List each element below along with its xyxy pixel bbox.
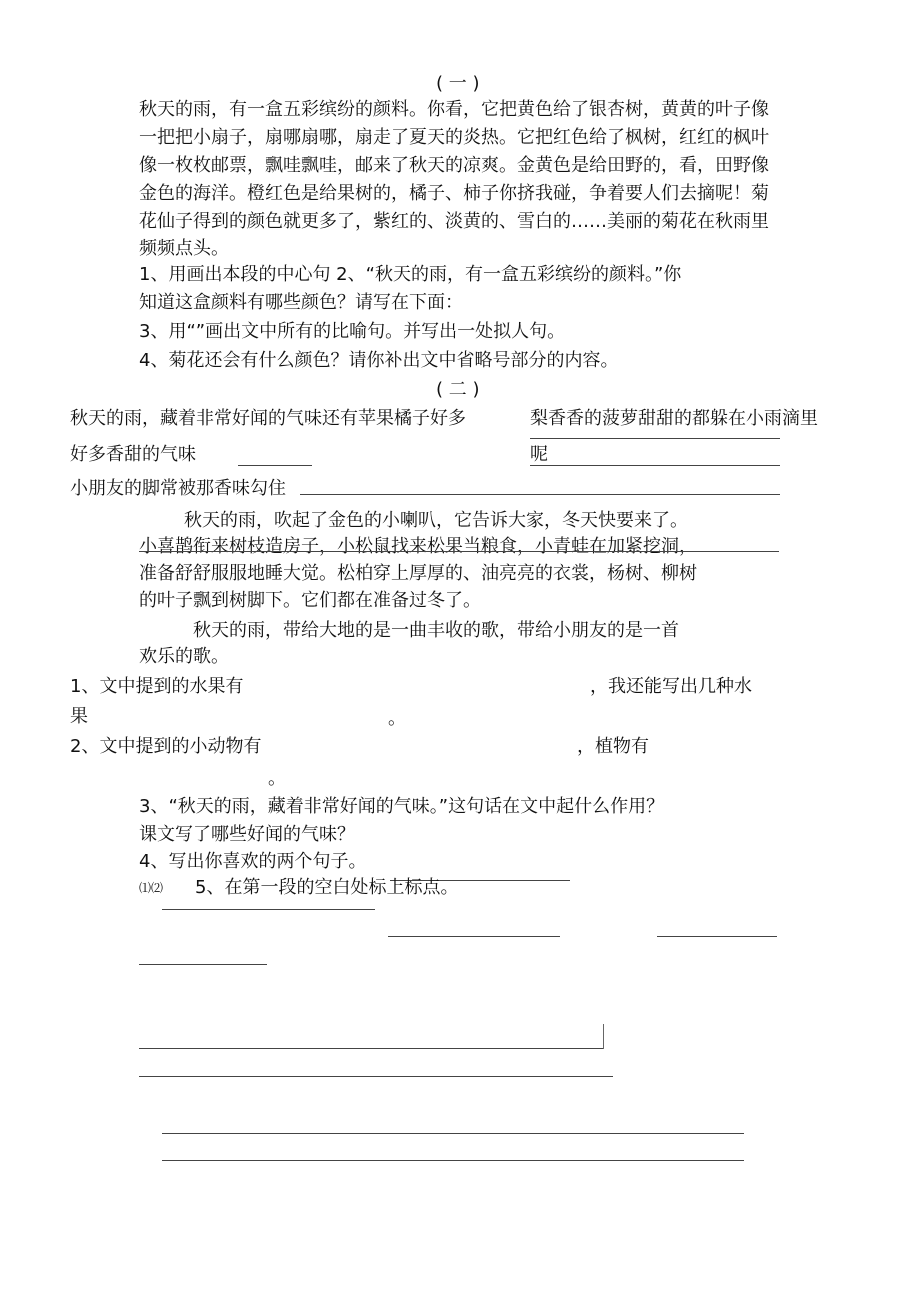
answer-line [139, 1076, 613, 1077]
answer-line [162, 1133, 744, 1134]
divider [603, 1024, 604, 1049]
question-1-2: 1、用画出本段的中心句 2、“秋天的雨，有一盒五彩缤纷的颜料。”你 [139, 264, 682, 285]
question-1-part-2: ，我还能写出几种水 [590, 676, 752, 697]
paragraph-line: 小喜鹊衔来树枝造房子，小松鼠找来松果当粮食，小青蛙在加紧挖洞， [139, 536, 697, 557]
passage-line: 花仙子得到的颜色就更多了，紫红的、淡黄的、雪白的……美丽的菊花在秋雨里 [139, 211, 769, 232]
question-1-end: 。 [388, 708, 406, 729]
passage-line: 频频点头。 [139, 238, 229, 259]
answer-line [238, 465, 312, 466]
passage-line: 一把把小扇子，扇哪扇哪，扇走了夏天的炎热。它把红色给了枫树，红红的枫叶 [139, 127, 769, 148]
answer-line [530, 465, 780, 466]
answer-line [139, 964, 267, 965]
question-2: 2、文中提到的小动物有 [70, 736, 262, 757]
question-3-cont: 课文写了哪些好闻的气味？ [139, 824, 355, 845]
question-2-cont: 知道这盒颜料有哪些颜色？请写在下面： [139, 292, 463, 313]
answer-line [139, 1048, 603, 1049]
paragraph-line: 准备舒舒服服地睡大觉。松柏穿上厚厚的、油亮亮的衣裳，杨树、柳树 [139, 563, 697, 584]
paragraph-line: 的叶子飘到树脚下。它们都在准备过冬了。 [139, 590, 481, 611]
answer-line [139, 551, 779, 552]
answer-line [162, 1160, 744, 1161]
fill-row-1-left: 秋天的雨，藏着非常好闻的气味还有苹果橘子好多 [70, 408, 466, 429]
answer-line [388, 936, 560, 937]
question-3: 3、用“”画出文中所有的比喻句。并写出一处拟人句。 [139, 321, 566, 342]
question-4: 4、菊花还会有什么颜色？请你补出文中省略号部分的内容。 [139, 350, 619, 371]
question-1-part-3: 果 [70, 706, 88, 727]
section2-title: ( 二 ) [436, 379, 480, 400]
passage-line: 像一枚枚邮票，飘哇飘哇，邮来了秋天的凉爽。金黄色是给田野的，看，田野像 [139, 155, 769, 176]
section1-title: ( 一 ) [436, 73, 480, 94]
paragraph-line: 秋天的雨，吹起了金色的小喇叭，它告诉大家，冬天快要来了。 [184, 510, 688, 531]
fill-row-1-right: 梨香香的菠萝甜甜的都躲在小雨滴里 [530, 408, 818, 429]
answer-line [162, 909, 375, 910]
answer-line [530, 438, 780, 439]
fill-row-2-right: 呢 [530, 444, 548, 465]
question-1: 1、文中提到的水果有 [70, 676, 244, 697]
answer-line [657, 936, 777, 937]
fill-row-2-left: 好多香甜的气味 [70, 444, 196, 465]
fill-row-3: 小朋友的脚常被那香味勾住 [70, 478, 286, 499]
question-2-part-2: ，植物有 [577, 736, 649, 757]
question-5: 5、在第一段的空白处标上标点。 [195, 877, 459, 898]
passage-line: 秋天的雨，有一盒五彩缤纷的颜料。你看，它把黄色给了银杏树，黄黄的叶子像 [139, 99, 769, 120]
passage-line: 金色的海洋。橙红色是给果树的，橘子、柿子你挤我碰，争着要人们去摘呢！菊 [139, 183, 769, 204]
answer-line [300, 494, 780, 495]
sentence-number-prefix: ⑴⑵ [139, 881, 164, 895]
paragraph-line: 秋天的雨，带给大地的是一曲丰收的歌，带给小朋友的是一首 [193, 620, 679, 641]
paragraph-line: 欢乐的歌。 [139, 646, 229, 667]
question-2-end: 。 [268, 768, 286, 789]
question-4: 4、写出你喜欢的两个句子。 [139, 851, 367, 872]
question-3: 3、“秋天的雨，藏着非常好闻的气味。”这句话在文中起什么作用？ [139, 796, 665, 817]
